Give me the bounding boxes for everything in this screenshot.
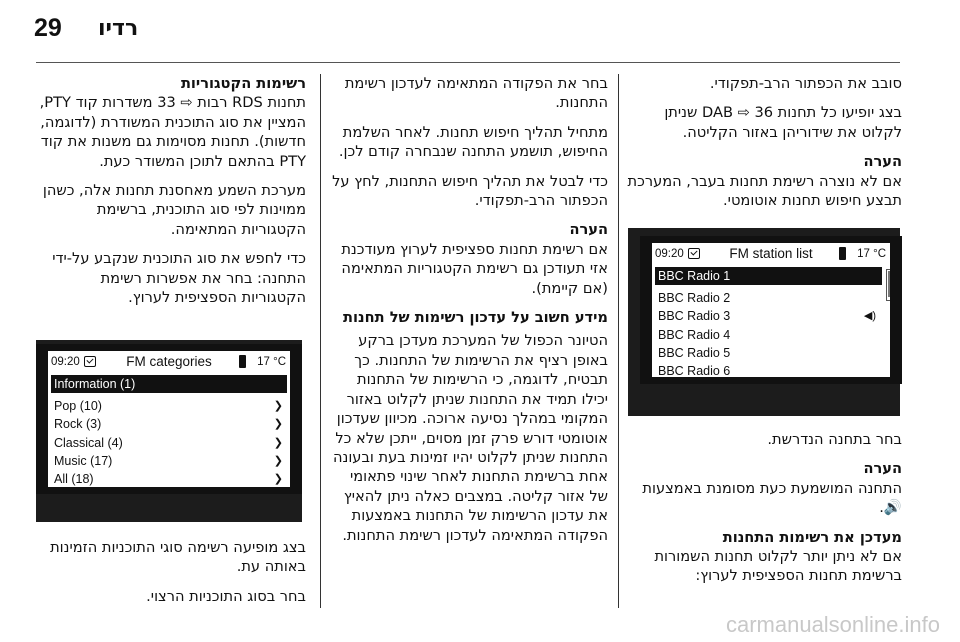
note-title: הערה <box>569 221 608 239</box>
paragraph: סובב את הכפתור הרב-תפקודי. <box>709 75 902 92</box>
screen-title: FM station list <box>729 246 813 261</box>
section-title: מידע חשוב על עדכון רשימות של תחנות <box>343 309 608 327</box>
column-divider-left <box>320 74 321 608</box>
station-item[interactable]: BBC Radio 1 <box>655 267 882 285</box>
note-text: התחנה המושמעת כעת מסומנת באמצעות 🔊. <box>642 479 902 517</box>
right-column-lower <box>622 430 902 586</box>
paragraph: הטיונר הכפול של המערכת מעדכן ברקע באופן רציף את הרשימות של התחנות. כך תבטיח, לדוגמה, כי הרשימות של התחנות יכילו תמיד את התחנות שניתן לקלוט באזור המקומי במהלך נסיעה ארוכה. מכיוון שעדכון אוטומטי דורש פרק זמן מסוים, ייתכן שלא כל התחנות שניתן לקלוט יהיו זמינות בעת ובעונה אחת ברשימת התחנות לאחר שינוי פתאומי של אזור קליטה. במצבים כאלה ניתן להאיץ את עדכון הרשימות של התחנות באמצעות הפקודה המתאימה לעדכון רשימת התחנות. <box>332 332 608 544</box>
speaker-icon: ◀) <box>863 310 876 323</box>
phone-icon <box>239 355 246 368</box>
left-column <box>36 74 306 307</box>
screen-title: FM categories <box>126 354 212 369</box>
note-title: הערה <box>863 460 902 478</box>
paragraph: מערכת השמע מאחסנת תחנות אלה, כשהן ממוינות לפי סוג התוכנית, ברשימת הקטגוריות המתאימה. <box>42 182 306 238</box>
status-bar <box>48 351 290 375</box>
paragraph: בחר את הפקודה המתאימה לעדכון רשימת התחנות. <box>344 75 608 112</box>
status-bar <box>652 243 890 267</box>
caption: בצג מופיעה רשימה סוגי התוכניות הזמינות באותה עת. <box>50 539 306 576</box>
chevron-right-icon: ❯ <box>273 472 283 485</box>
chevron-right-icon: ❯ <box>273 418 283 431</box>
temperature: 17 °C <box>857 248 886 260</box>
watermark: carmanualsonline.info <box>725 612 940 637</box>
clock: 09:20 <box>51 356 80 368</box>
station-item[interactable]: BBC Radio 3 ◀) <box>658 309 876 324</box>
header-divider <box>36 62 900 63</box>
category-item[interactable]: Pop (10) ❯ <box>54 399 283 414</box>
chevron-right-icon: ❯ <box>273 436 283 449</box>
middle-column <box>328 74 608 545</box>
station-item[interactable]: BBC Radio 2 <box>658 291 731 306</box>
paragraph: בצג יופיעו כל תחנות DAB ⇨ 36 שניתן לקלוט את שידוריהן באזור הקליטה. <box>664 104 902 141</box>
column-divider-right <box>618 74 619 608</box>
category-list <box>51 375 287 487</box>
chevron-right-icon: ❯ <box>273 400 283 413</box>
paragraph: מתחיל תהליך חיפוש תחנות. לאחר השלמת החיפוש, תושמע התחנה שנבחרה קודם לכן. <box>338 123 608 161</box>
fm-station-list-screen <box>640 236 902 384</box>
left-column-captions <box>36 538 306 606</box>
caption: בחר בתחנה הנדרשת. <box>767 431 902 448</box>
section-title: רשימות הקטגוריות <box>180 75 306 92</box>
paragraph: תחנות RDS רבות ⇨ 33 משדרות קוד PTY, המציין את סוג התוכנית המשודרת (לדוגמה, חדשות). תחנות מסוימות גם משנות את קוד PTY בהתאם לתוכן המשודר כעת. <box>39 94 306 170</box>
phone-icon <box>839 247 846 260</box>
chevron-right-icon: ❯ <box>273 454 283 467</box>
note-title: הערה <box>863 153 902 171</box>
scrollbar[interactable] <box>886 269 890 301</box>
category-item[interactable]: Music (17) ❯ <box>54 453 283 468</box>
fm-categories-screen <box>36 344 302 494</box>
page-number: 29 <box>34 14 62 42</box>
paragraph: כדי לבטל את תהליך חיפוש התחנות, לחץ על הכפתור הרב-תפקודי. <box>332 172 608 210</box>
station-item[interactable]: BBC Radio 5 <box>658 345 731 360</box>
right-column <box>622 74 902 220</box>
note-text: אם רשימת תחנות ספציפית לערוץ מעודכנת אזי תעודכן גם רשימת הקטגוריות המתאימה (אם קיימת). <box>341 240 608 297</box>
category-item[interactable]: Information (1) <box>51 375 287 393</box>
category-item[interactable]: All (18) ❯ <box>54 471 283 486</box>
page-title: רדיו <box>98 16 139 41</box>
caption: בחר בסוג התוכניות הרצוי. <box>146 587 306 605</box>
paragraph: אם לא ניתן יותר לקלוט תחנות השמורות ברשימת תחנות הספציפית לערוץ: <box>654 548 902 585</box>
temperature: 17 °C <box>257 356 286 368</box>
note-text: אם לא נוצרה רשימת תחנות בעבר, המערכת תבצע חיפוש תחנות אוטומטי. <box>627 172 902 210</box>
station-item[interactable]: BBC Radio 6 <box>658 363 731 377</box>
scroll-thumb[interactable] <box>888 271 890 297</box>
category-item[interactable]: Classical (4) ❯ <box>54 435 283 450</box>
station-item[interactable]: BBC Radio 4 <box>658 327 731 342</box>
paragraph: כדי לחפש את סוג התוכנית שנקבע על-ידי התחנה: בחר את אפשרות רשימת הקטגוריות הספציפית לערוץ. <box>52 250 306 307</box>
clock: 09:20 <box>655 248 684 260</box>
station-list <box>655 267 882 377</box>
section-title: מעדכן את רשימות התחנות <box>722 528 902 546</box>
category-item[interactable]: Rock (3) ❯ <box>54 417 283 432</box>
